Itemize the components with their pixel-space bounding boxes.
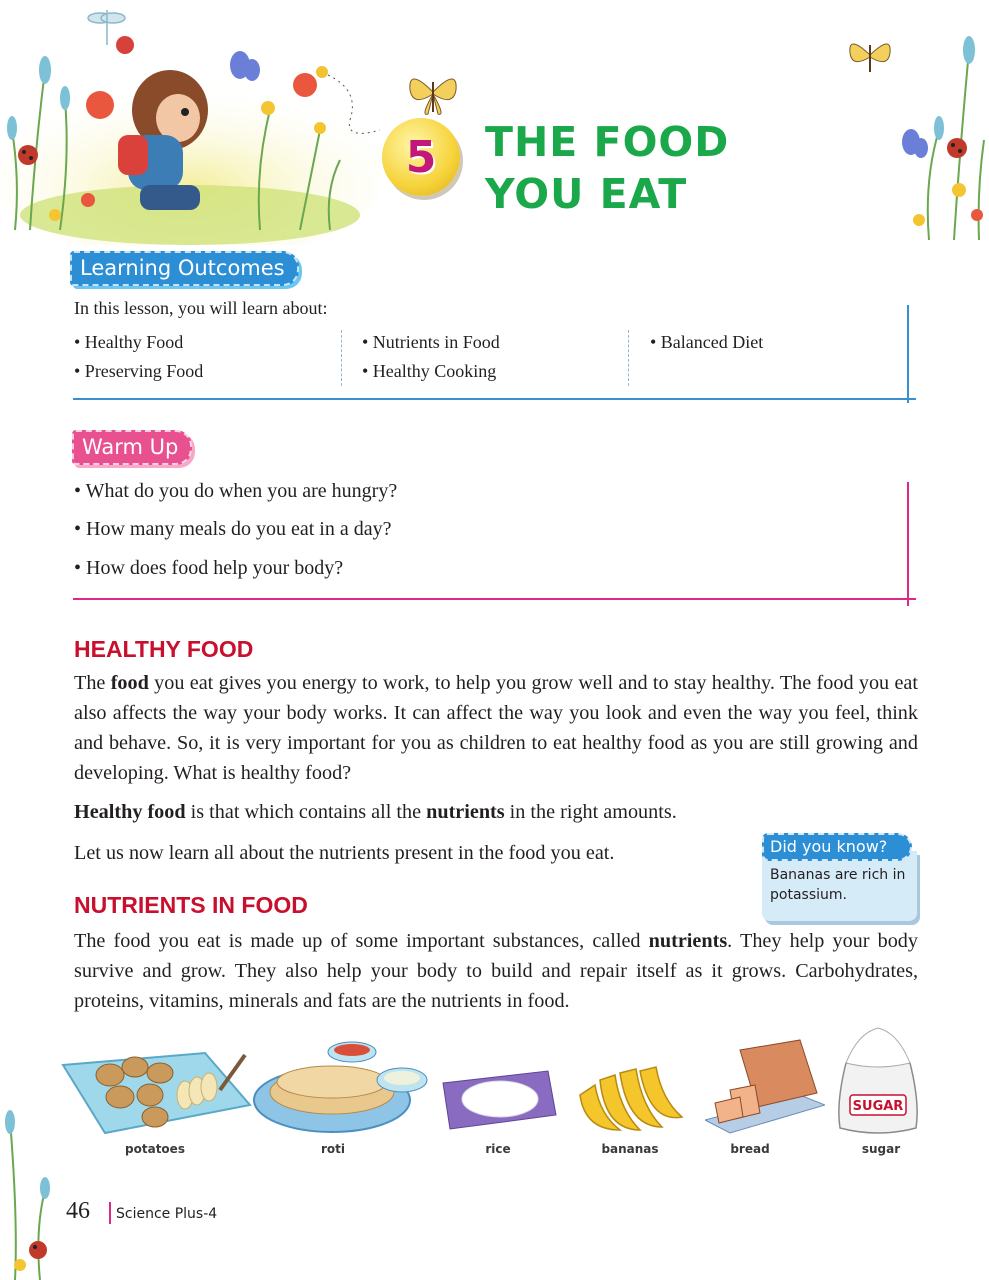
- sugar-sack-illustration: [828, 1023, 926, 1138]
- girl-in-garden-illustration: [0, 0, 380, 245]
- learning-outcomes-intro: In this lesson, you will learn about:: [74, 298, 328, 318]
- warm-up-question: • How does food help your body?: [74, 557, 344, 579]
- chapter-title-line2: YOU EAT: [485, 170, 688, 218]
- chapter-number-badge: [382, 118, 460, 196]
- bread-illustration: [705, 1035, 825, 1135]
- nutrients-heading: NUTRIENTS IN FOOD: [74, 892, 308, 918]
- learning-outcomes-column-1: [74, 328, 203, 386]
- book-title: Science Plus-4: [116, 1206, 218, 1222]
- food-label: sugar: [861, 1142, 901, 1156]
- warm-up-question: • How many meals do you eat in a day?: [74, 518, 392, 540]
- food-label: bananas: [601, 1142, 659, 1156]
- learning-outcomes-tag: Learning Outcomes: [70, 251, 299, 286]
- food-label: bread: [730, 1142, 770, 1156]
- chapter-number: 5: [405, 131, 437, 183]
- outcome-item: • Healthy Cooking: [362, 361, 497, 381]
- column-divider: [628, 330, 629, 386]
- butterfly-icon: [840, 30, 900, 80]
- food-label: roti: [320, 1142, 345, 1156]
- did-you-know-text: Bananas are rich in potassium.: [762, 851, 917, 921]
- footer-divider: [109, 1202, 111, 1224]
- outcome-item: • Preserving Food: [74, 361, 204, 381]
- warm-up-side-line: [907, 482, 909, 606]
- page-number: 46: [66, 1198, 90, 1224]
- roti-illustration: [252, 1030, 437, 1140]
- butterfly-icon: [398, 62, 468, 122]
- learning-outcomes-column-2: [362, 328, 500, 386]
- sugar-sack-label: SUGAR: [852, 1099, 904, 1114]
- healthy-food-transition: Let us now learn all about the nutrients present in the food you eat.: [74, 842, 615, 864]
- did-you-know-tag: Did you know?: [762, 833, 912, 861]
- outcome-item: • Nutrients in Food: [362, 332, 500, 352]
- food-label: potatoes: [125, 1142, 185, 1156]
- learning-outcomes-side-line: [907, 305, 909, 403]
- warm-up-tag: Warm Up: [72, 430, 192, 465]
- healthy-food-paragraph: The food you eat gives you energy to work, to help you grow well and to stay healthy. The food you eat also affects the way your body works. It can affect the way you look and even the way you feel, think and behave. So, it is very important for you as children to eat healthy food as you are still growing and developing. What is healthy food?: [74, 672, 918, 784]
- outcome-item: • Balanced Diet: [650, 332, 764, 352]
- healthy-food-definition: Healthy food is that which contains all the nutrients in the right amounts.: [74, 801, 677, 823]
- learning-outcomes-underline: [73, 398, 916, 400]
- rice-illustration: [438, 1063, 558, 1133]
- did-you-know-box: [762, 833, 920, 923]
- potatoes-illustration: [55, 1035, 255, 1140]
- bananas-illustration: [570, 1055, 690, 1135]
- food-label: rice: [485, 1142, 511, 1156]
- healthy-food-heading: HEALTHY FOOD: [74, 636, 254, 662]
- column-divider: [341, 330, 342, 386]
- warm-up-question: • What do you do when you are hungry?: [74, 480, 398, 502]
- learning-outcomes-column-3: [650, 328, 763, 357]
- outcome-item: • Healthy Food: [74, 332, 184, 352]
- chapter-title: [485, 116, 785, 220]
- warm-up-underline: [73, 598, 916, 600]
- chapter-title-line1: THE FOOD: [485, 118, 730, 166]
- nutrients-paragraph: The food you eat is made up of some important substances, called nutrients. They help your body survive and grow. They also help your body to build and repair itself as it grows. Carbohydrates, proteins, vitamins, minerals and fats are the nutrients in food.: [74, 930, 918, 1012]
